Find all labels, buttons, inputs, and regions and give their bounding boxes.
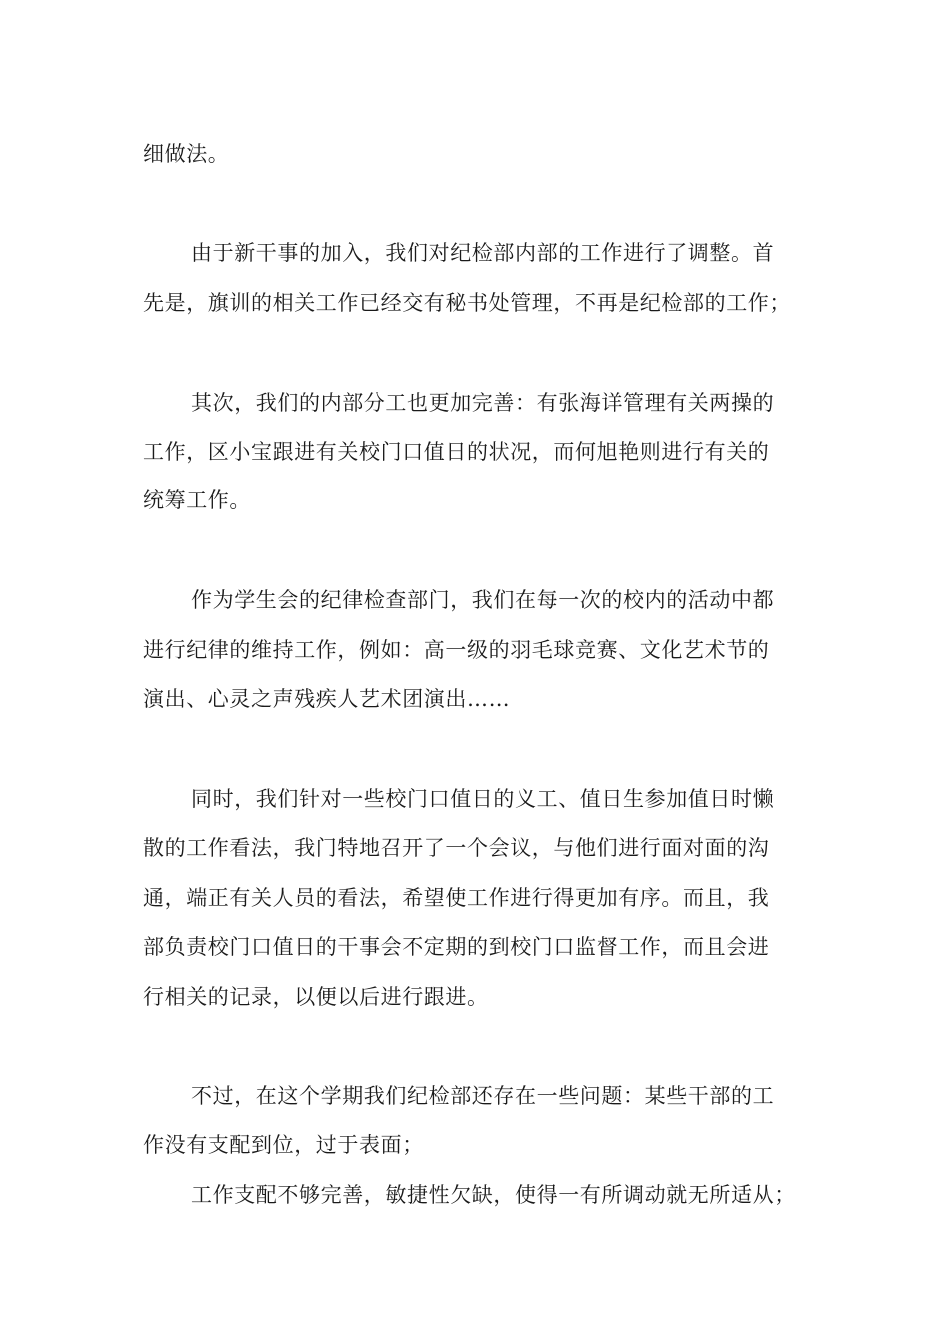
paragraph-first-line: 工作支配不够完善，敏捷性欠缺，使得一有所调动就无所适从； [191,1183,796,1207]
text-line: 统筹工作。 [143,488,251,512]
text-line: 细做法。 [143,142,230,166]
text-line: 工作，区小宝跟进有关校门口值日的状况，而何旭艳则进行有关的 [143,440,770,464]
text-line: 演出、心灵之声残疾人艺术团演出…… [143,687,511,711]
text-line: 行相关的记录，以便以后进行跟进。 [143,985,489,1009]
text-line: 散的工作看法，我门特地召开了一个会议，与他们进行面对面的沟 [143,836,770,860]
paragraph-first-line: 由于新干事的加入，我们对纪检部内部的工作进行了调整。首 [191,241,775,265]
paragraph-first-line: 同时，我们针对一些校门口值日的义工、值日生参加值日时懒 [191,787,775,811]
paragraph-first-line: 其次，我们的内部分工也更加完善：有张海详管理有关两操的 [191,391,775,415]
text-line: 通，端正有关人员的看法，希望使工作进行得更加有序。而且，我 [143,886,770,910]
text-line: 先是，旗训的相关工作已经交有秘书处管理，不再是纪检部的工作； [143,291,791,315]
text-line: 作没有支配到位，过于表面； [143,1133,424,1157]
text-line: 进行纪律的维持工作，例如：高一级的羽毛球竞赛、文化艺术节的 [143,638,770,662]
paragraph-first-line: 不过，在这个学期我们纪检部还存在一些问题：某些干部的工 [191,1084,775,1108]
paragraph-first-line: 作为学生会的纪律检查部门，我们在每一次的校内的活动中都 [191,588,775,612]
text-line: 部负责校门口值日的干事会不定期的到校门口监督工作，而且会进 [143,935,770,959]
